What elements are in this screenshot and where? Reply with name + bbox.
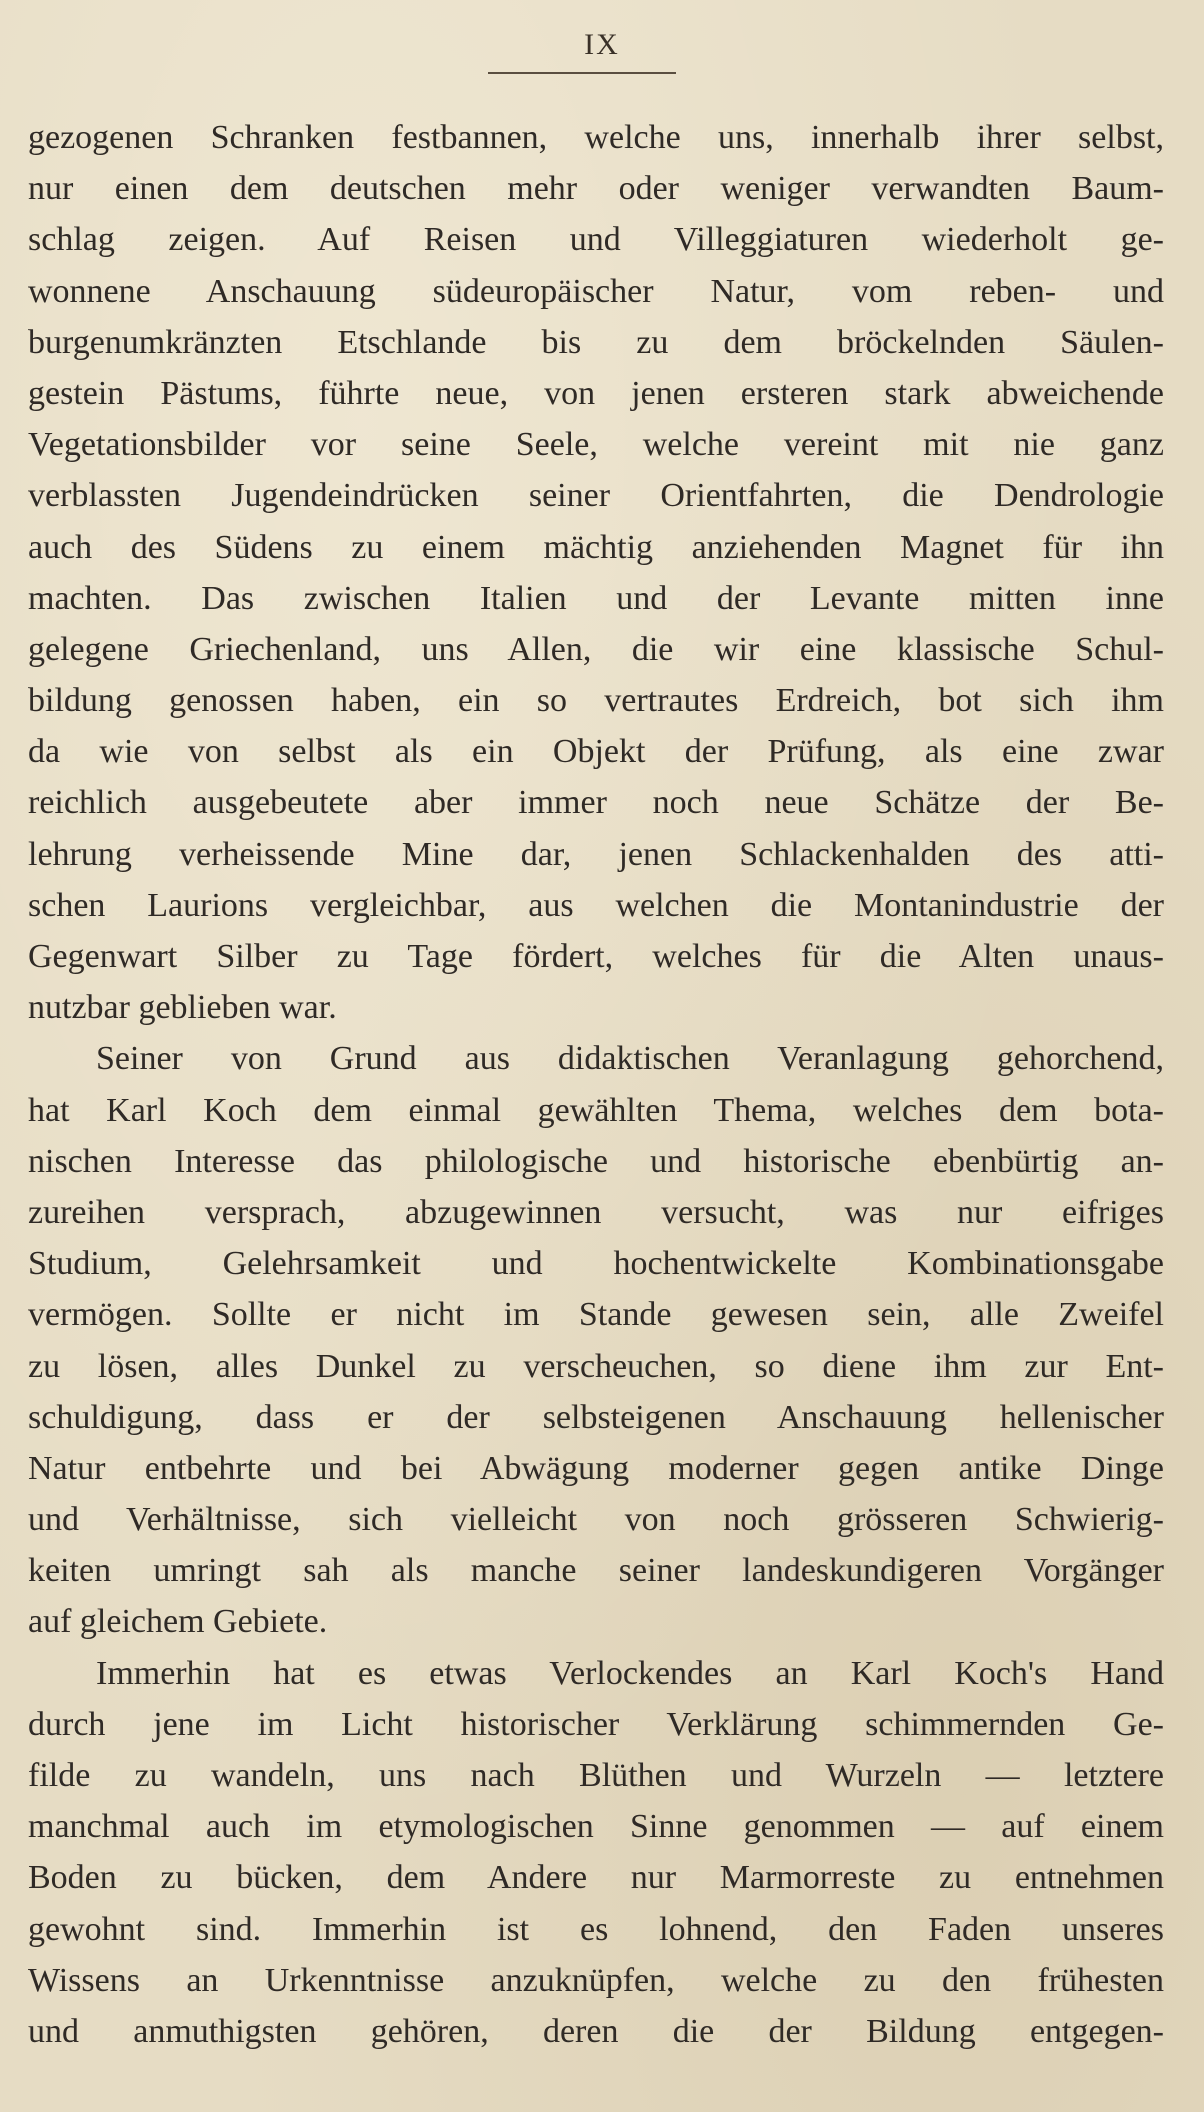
text-line: schen Laurions vergleichbar, aus welchen die Montanindustrie der bbox=[28, 886, 1164, 924]
text-line: Immerhin hat es etwas Verlockendes an Karl Koch's Hand bbox=[96, 1654, 1164, 1692]
text-line: gestein Pästums, führte neue, von jenen ersteren stark abweichende bbox=[28, 374, 1164, 412]
header-rule bbox=[488, 72, 676, 74]
text-line: und Verhältnisse, sich vielleicht von noch grösseren Schwierig- bbox=[28, 1501, 1164, 1539]
text-line: da wie von selbst als ein Objekt der Prüfung, als eine zwar bbox=[28, 733, 1164, 771]
text-line: und anmuthigsten gehören, deren die der Bildung entgegen- bbox=[28, 2012, 1164, 2050]
text-line: gezogenen Schranken festbannen, welche uns, innerhalb ihrer selbst, bbox=[28, 119, 1164, 156]
text-line: Natur entbehrte und bei Abwägung moderner gegen antike Dinge bbox=[28, 1449, 1164, 1487]
text-line: Seiner von Grund aus didaktischen Veranlagung gehorchend, bbox=[96, 1040, 1164, 1078]
text-line: Vegetationsbilder vor seine Seele, welche vereint mit nie ganz bbox=[28, 426, 1164, 464]
text-line: filde zu wandeln, uns nach Blüthen und Wurzeln — letztere bbox=[28, 1757, 1164, 1794]
text-line: auch des Südens zu einem mächtig anziehenden Magnet für ihn bbox=[28, 528, 1164, 566]
text-line: gelegene Griechenland, uns Allen, die wir eine klassische Schul- bbox=[28, 630, 1164, 668]
page-number: IX bbox=[584, 28, 620, 61]
text-line: zu lösen, alles Dunkel zu verscheuchen, so diene ihm zur Ent- bbox=[28, 1347, 1164, 1385]
text-line: wonnene Anschauung südeuropäischer Natur, vom reben- und bbox=[28, 272, 1164, 310]
text-line: zureihen versprach, abzugewinnen versucht, was nur eifriges bbox=[28, 1193, 1164, 1231]
text-line: nischen Interesse das philologische und historische ebenbürtig an- bbox=[28, 1142, 1164, 1180]
text-line: nutzbar geblieben war. bbox=[28, 989, 337, 1027]
text-line: bildung genossen haben, ein so vertrautes Erdreich, bot sich ihm bbox=[28, 682, 1164, 720]
text-line: schuldigung, dass er der selbsteigenen Anschauung hellenischer bbox=[28, 1398, 1164, 1436]
text-line: burgenumkränzten Etschlande bis zu dem bröckelnden Säulen- bbox=[28, 323, 1164, 361]
text-line: vermögen. Sollte er nicht im Stande gewesen sein, alle Zweifel bbox=[28, 1296, 1164, 1334]
text-line: durch jene im Licht historischer Verklärung schimmernden Ge- bbox=[28, 1705, 1164, 1743]
text-line: machten. Das zwischen Italien und der Levante mitten inne bbox=[28, 579, 1164, 617]
body-text bbox=[28, 112, 1164, 2057]
text-line: reichlich ausgebeutete aber immer noch neue Schätze der Be- bbox=[28, 784, 1164, 822]
text-line: schlag zeigen. Auf Reisen und Villeggiaturen wiederholt ge- bbox=[28, 221, 1164, 259]
text-line: lehrung verheissende Mine dar, jenen Schlackenhalden des atti- bbox=[28, 835, 1164, 873]
text-line: hat Karl Koch dem einmal gewählten Thema, welches dem bota- bbox=[28, 1091, 1164, 1129]
text-line: Wissens an Urkenntnisse anzuknüpfen, welche zu den frühesten bbox=[28, 1961, 1164, 1999]
text-line: nur einen dem deutschen mehr oder weniger verwandten Baum- bbox=[28, 170, 1164, 208]
text-line: keiten umringt sah als manche seiner landeskundigeren Vorgänger bbox=[28, 1552, 1164, 1590]
text-line: Gegenwart Silber zu Tage fördert, welches für die Alten unaus- bbox=[28, 938, 1164, 975]
text-line: gewohnt sind. Immerhin ist es lohnend, den Faden unseres bbox=[28, 1910, 1164, 1948]
text-line: auf gleichem Gebiete. bbox=[28, 1603, 328, 1641]
text-line: Studium, Gelehrsamkeit und hochentwickelte Kombinationsgabe bbox=[28, 1245, 1164, 1283]
text-line: verblassten Jugendeindrücken seiner Orientfahrten, die Dendrologie bbox=[28, 477, 1164, 515]
text-line: manchmal auch im etymologischen Sinne genommen — auf einem bbox=[28, 1808, 1164, 1846]
text-line: Boden zu bücken, dem Andere nur Marmorreste zu entnehmen bbox=[28, 1859, 1164, 1897]
